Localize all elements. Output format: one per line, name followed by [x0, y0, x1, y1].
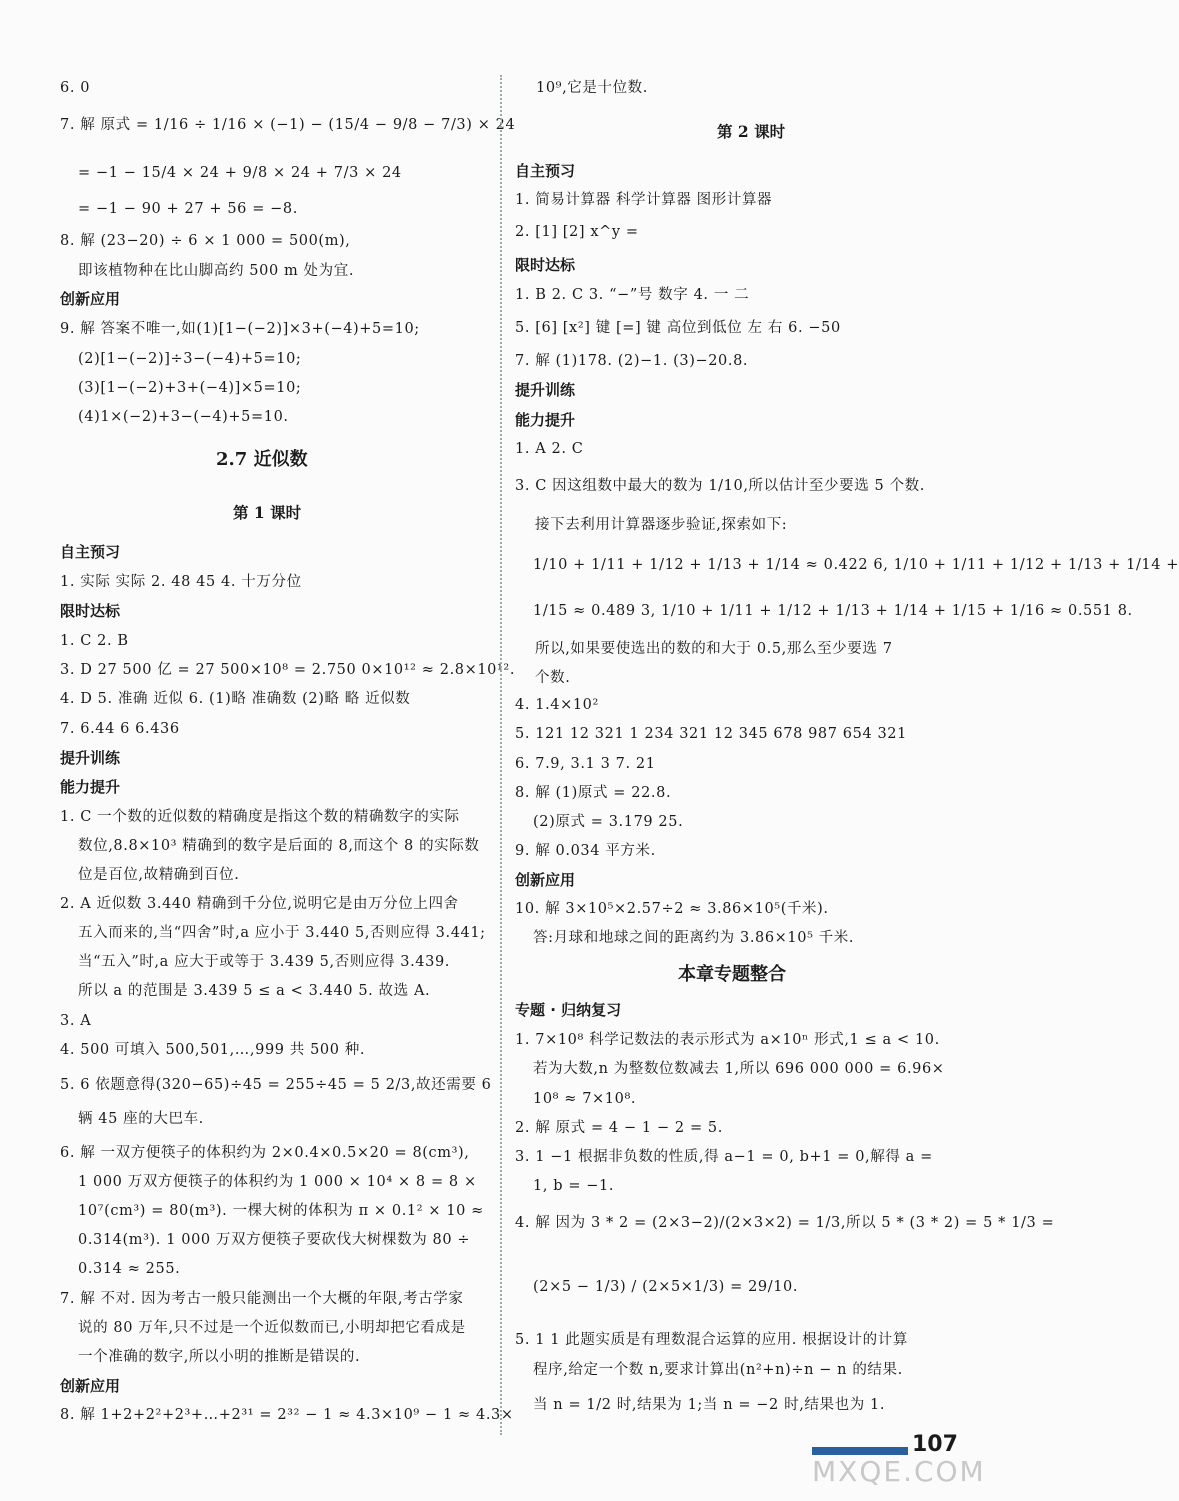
text-line: 9. 解 答案不唯一,如(1)[1−(−2)]×3+(−4)+5=10;	[60, 321, 420, 337]
section-title: 2.7 近似数	[216, 449, 308, 470]
text-line: 6. 解 一双方便筷子的体积约为 2×0.4×0.5×20 = 8(cm³),	[60, 1145, 470, 1161]
section-heading: 限时达标	[60, 602, 121, 620]
text-line: 0.314(m³). 1 000 万双方便筷子要砍伐大树棵数为 80 ÷	[78, 1232, 471, 1248]
text-line: 1. A 2. C	[515, 441, 584, 457]
text-line: 1/15 ≈ 0.489 3, 1/10 + 1/11 + 1/12 + 1/13 + 1/14 + 1/15 + 1/16 ≈ 0.551 8.	[533, 603, 1133, 619]
text-line: 5. 121 12 321 1 234 321 12 345 678 987 654 321	[515, 726, 907, 742]
text-line: 当 n = 1/2 时,结果为 1;当 n = −2 时,结果也为 1.	[533, 1397, 886, 1413]
text-line: 2. 解 原式 = 4 − 1 − 2 = 5.	[515, 1120, 723, 1136]
text-line: (2)[1−(−2)]÷3−(−4)+5=10;	[78, 351, 302, 367]
text-line: 3. D 27 500 亿 = 27 500×10⁸ = 2.750 0×10¹² ≈ 2.8×10¹².	[60, 662, 516, 678]
text-line: 所以 a 的范围是 3.439 5 ≤ a < 3.440 5. 故选 A.	[78, 983, 431, 999]
watermark: MXQE.COM	[812, 1455, 986, 1488]
text-line: 6. 7.9, 3.1 3 7. 21	[515, 756, 656, 772]
text-line: 7. 6.44 6 6.436	[60, 721, 180, 737]
text-line: 2. [1] [2] x^y =	[515, 224, 639, 240]
text-line: 5. 6 依题意得(320−65)÷45 = 255÷45 = 5 2/3,故还需要 6	[60, 1077, 492, 1093]
text-line: 10⁸ ≈ 7×10⁸.	[533, 1091, 637, 1107]
text-line: 位是百位,故精确到百位.	[78, 867, 240, 883]
text-line: 4. 1.4×10²	[515, 697, 599, 713]
text-line: = −1 − 15/4 × 24 + 9/8 × 24 + 7/3 × 24	[78, 165, 402, 181]
text-line: 当“五入”时,a 应大于或等于 3.439 5,否则应得 3.439.	[78, 954, 450, 970]
text-line: 程序,给定一个数 n,要求计算出(n²+n)÷n − n 的结果.	[533, 1362, 903, 1378]
section-heading: 创新应用	[60, 290, 121, 308]
text-line: 所以,如果要使选出的数的和大于 0.5,那么至少要选 7	[535, 641, 893, 657]
text-line: 10⁹,它是十位数.	[536, 80, 648, 96]
lesson-heading: 第 1 课时	[233, 503, 302, 522]
text-line: 即该植物种在比山脚高约 500 m 处为宜.	[78, 263, 355, 279]
text-line: 个数.	[535, 670, 571, 686]
section-heading: 提升训练	[515, 381, 576, 399]
text-line: 辆 45 座的大巴车.	[78, 1111, 204, 1127]
text-line: 1 000 万双方便筷子的体积约为 1 000 × 10⁴ × 8 = 8 ×	[78, 1174, 477, 1190]
section-heading: 专题 · 归纳复习	[515, 1001, 622, 1019]
text-line: (2)原式 = 3.179 25.	[533, 814, 684, 830]
text-line: 7. 解 (1)178. (2)−1. (3)−20.8.	[515, 353, 749, 369]
text-line: 4. 500 可填入 500,501,…,999 共 500 种.	[60, 1042, 366, 1058]
text-line: (2×5 − 1/3) / (2×5×1/3) = 29/10.	[533, 1279, 799, 1295]
text-line: 8. 解 1+2+2²+2³+…+2³¹ = 2³² − 1 ≈ 4.3×10⁹ − 1 ≈ 4.3×	[60, 1407, 514, 1423]
text-line: 7. 解 不对. 因为考古一般只能测出一个大概的年限,考古学家	[60, 1291, 464, 1307]
text-line: 0.314 ≈ 255.	[78, 1261, 181, 1277]
text-line: 7. 解 原式 = 1/16 ÷ 1/16 × (−1) − (15/4 − 9/8 − 7/3) × 24	[60, 117, 516, 133]
text-line: 1. C 2. B	[60, 633, 129, 649]
column-divider	[500, 75, 502, 1435]
text-line: 5. 1 1 此题实质是有理数混合运算的应用. 根据设计的计算	[515, 1332, 908, 1348]
text-line: 1. 简易计算器 科学计算器 图形计算器	[515, 192, 773, 208]
text-line: 1, b = −1.	[533, 1178, 615, 1194]
text-line: 3. 1 −1 根据非负数的性质,得 a−1 = 0, b+1 = 0,解得 a =	[515, 1149, 933, 1165]
section-heading: 限时达标	[515, 256, 576, 274]
section-heading: 自主预习	[60, 543, 121, 561]
text-line: 数位,8.8×10³ 精确到的数字是后面的 8,而这个 8 的实际数	[78, 838, 480, 854]
section-heading: 创新应用	[60, 1377, 121, 1395]
text-line: 2. A 近似数 3.440 精确到千分位,说明它是由万分位上四舍	[60, 896, 459, 912]
text-line: 若为大数,n 为整数位数减去 1,所以 696 000 000 = 6.96×	[533, 1061, 945, 1077]
text-line: 4. D 5. 准确 近似 6. (1)略 准确数 (2)略 略 近似数	[60, 691, 411, 707]
text-line: 5. [6] [x²] 键 [=] 键 高位到低位 左 右 6. −50	[515, 320, 841, 336]
text-line: 4. 解 因为 3 * 2 = (2×3−2)/(2×3×2) = 1/3,所以 5 * (3 * 2) = 5 * 1/3 =	[515, 1215, 1055, 1231]
text-line: 3. A	[60, 1013, 92, 1029]
text-line: = −1 − 90 + 27 + 56 = −8.	[78, 201, 298, 217]
text-line: 8. 解 (23−20) ÷ 6 × 1 000 = 500(m),	[60, 233, 351, 249]
text-line: 9. 解 0.034 平方米.	[515, 843, 656, 859]
section-heading: 能力提升	[515, 411, 576, 429]
text-line: 1. 实际 实际 2. 48 45 4. 十万分位	[60, 574, 302, 590]
text-line: 一个准确的数字,所以小明的推断是错误的.	[78, 1349, 361, 1365]
section-heading: 自主预习	[515, 162, 576, 180]
text-line: 1. C 一个数的近似数的精确度是指这个数的精确数字的实际	[60, 809, 460, 825]
page-number-bar	[812, 1447, 908, 1455]
text-line: 答:月球和地球之间的距离约为 3.86×10⁵ 千米.	[533, 930, 855, 946]
text-line: (3)[1−(−2)+3+(−4)]×5=10;	[78, 380, 302, 396]
page-number: 107	[912, 1432, 958, 1457]
text-line: 1/10 + 1/11 + 1/12 + 1/13 + 1/14 ≈ 0.422 6, 1/10 + 1/11 + 1/12 + 1/13 + 1/14 +	[533, 557, 1179, 573]
section-heading: 创新应用	[515, 871, 576, 889]
lesson-heading: 第 2 课时	[717, 122, 786, 141]
section-title: 本章专题整合	[678, 964, 786, 985]
text-line: 五入而来的,当“四舍”时,a 应小于 3.440 5,否则应得 3.441;	[78, 925, 486, 941]
text-line: 10⁷(cm³) = 80(m³). 一棵大树的体积为 π × 0.1² × 10 ≈	[78, 1203, 484, 1219]
text-line: (4)1×(−2)+3−(−4)+5=10.	[78, 409, 289, 425]
section-heading: 提升训练	[60, 749, 121, 767]
text-line: 3. C 因这组数中最大的数为 1/10,所以估计至少要选 5 个数.	[515, 478, 925, 494]
section-heading: 能力提升	[60, 778, 121, 796]
text-line: 10. 解 3×10⁵×2.57÷2 ≈ 3.86×10⁵(千米).	[515, 901, 829, 917]
text-line: 1. B 2. C 3. “−”号 数字 4. 一 二	[515, 287, 750, 303]
text-line: 接下去利用计算器逐步验证,探索如下:	[535, 517, 788, 533]
text-line: 说的 80 万年,只不过是一个近似数而已,小明却把它看成是	[78, 1320, 466, 1336]
text-line: 1. 7×10⁸ 科学记数法的表示形式为 a×10ⁿ 形式,1 ≤ a < 10.	[515, 1032, 940, 1048]
text-line: 8. 解 (1)原式 = 22.8.	[515, 785, 672, 801]
text-line: 6. 0	[60, 80, 91, 96]
